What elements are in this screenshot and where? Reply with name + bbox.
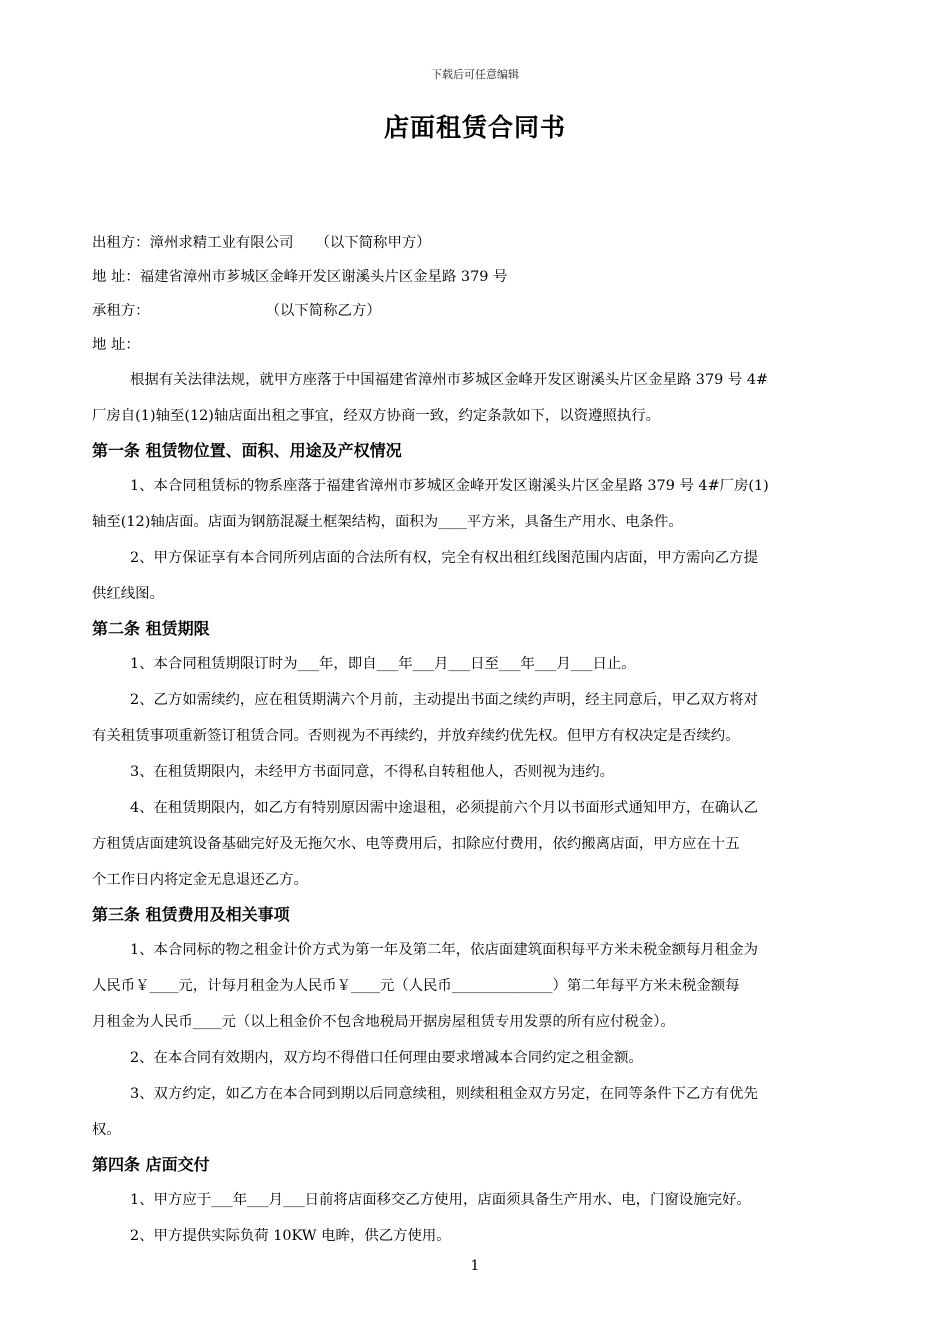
lessee-alias: （以下简称乙方） (265, 303, 381, 319)
article-3-para-2-line: 2、在本合同有效期内，双方均不得借口任何理由要求增减本合同约定之租金额。 (130, 1050, 643, 1066)
article-1-para-1-line: 1、本合同租赁标的物系座落于福建省漳州市芗城区金峰开发区谢溪头片区金星路 379 号 4#厂房(1) (130, 478, 769, 494)
article-1-para-2-line: 2、甲方保证享有本合同所列店面的合法所有权，完全有权出租红线图范围内店面，甲方需向乙方提 (130, 550, 758, 566)
page-number: 1 (470, 1258, 480, 1274)
lessee-line (92, 294, 862, 328)
article-3-para-3-line: 3、双方约定，如乙方在本合同到期以后同意续租，则续租租金双方另定，在同等条件下乙方有优先 (130, 1086, 758, 1102)
article-2-para-4-line: 方租赁店面建筑设备基础完好及无拖欠水、电等费用后，扣除应付费用，依约搬离店面，甲方应在十五 (92, 836, 740, 852)
lessor-alias: （以下简称甲方） (315, 235, 431, 251)
lessor-name: 出租方：漳州求精工业有限公司 (92, 235, 294, 251)
article-3-para-1-line: 人民币￥____元，计每月租金为人民币￥____元（人民币______________）第二年每平方米未税金额每 (92, 978, 740, 994)
article-2-para-4-line: 4、在租赁期限内，如乙方有特别原因需中途退租，必须提前六个月以书面形式通知甲方，在确认乙 (130, 800, 758, 816)
article-3-para-3-line: 权。 (92, 1122, 121, 1138)
article-2-para-3-line: 3、在租赁期限内，未经甲方书面同意，不得私自转租他人，否则视为违约。 (130, 764, 615, 780)
article-4-para-1-line: 1、甲方应于___年___月___日前将店面移交乙方使用，店面须具备生产用水、电，门窗设施完好。 (130, 1192, 751, 1208)
article-3-para-1-line: 1、本合同标的物之租金计价方式为第一年及第二年，依店面建筑面积每平方米未税金额每月租金为 (130, 942, 758, 958)
article-2-para-4-line: 个工作日内将定金无息退还乙方。 (92, 872, 308, 888)
page-header-note: 下载后可任意编辑 (431, 68, 519, 81)
article-1-heading: 第一条 租赁物位置、面积、用途及产权情况 (92, 441, 402, 460)
article-3-para-1-line: 月租金为人民币____元（以上租金价不包含地税局开据房屋租赁专用发票的所有应付税金）。 (92, 1014, 675, 1030)
lessee-address: 地 址： (92, 337, 140, 353)
preamble-line: 根据有关法律法规，就甲方座落于中国福建省漳州市芗城区金峰开发区谢溪头片区金星路 379 号 4# (130, 372, 769, 388)
document-body (92, 226, 862, 1254)
article-2-para-2-line: 有关租赁事项重新签订租赁合同。否则视为不再续约，并放弃续约优先权。但甲方有权决定是否续约。 (92, 728, 740, 744)
lessee-name: 承租方： (92, 303, 150, 319)
article-2-heading: 第二条 租赁期限 (92, 619, 210, 638)
article-2-para-2-line: 2、乙方如需续约，应在租赁期满六个月前，主动提出书面之续约声明，经主同意后，甲乙双方将对 (130, 692, 758, 708)
document-title: 店面租赁合同书 (383, 113, 566, 142)
preamble-paragraph (92, 362, 862, 434)
article-4-para-2-line: 2、甲方提供实际负荷 10KW 电眸，供乙方使用。 (130, 1228, 451, 1244)
article-1-para-2-line: 供红线图。 (92, 586, 164, 602)
article-1-para-1-line: 轴至(12)轴店面。店面为钢筋混凝土框架结构，面积为____平方米，具备生产用水、电条件。 (92, 514, 683, 530)
article-2-para-1-line: 1、本合同租赁期限订时为___年，即自___年___月___日至___年___月___日止。 (130, 656, 636, 672)
article-3-heading: 第三条 租赁费用及相关事项 (92, 905, 290, 924)
preamble-line: 厂房自(1)轴至(12)轴店面出租之事宜，经双方协商一致，约定条款如下，以资遵照执行。 (92, 408, 660, 424)
lessor-address: 地 址：福建省漳州市芗城区金峰开发区谢溪头片区金星路 379 号 (92, 269, 508, 285)
article-4-heading: 第四条 店面交付 (92, 1155, 210, 1174)
lessor-line (92, 226, 862, 260)
